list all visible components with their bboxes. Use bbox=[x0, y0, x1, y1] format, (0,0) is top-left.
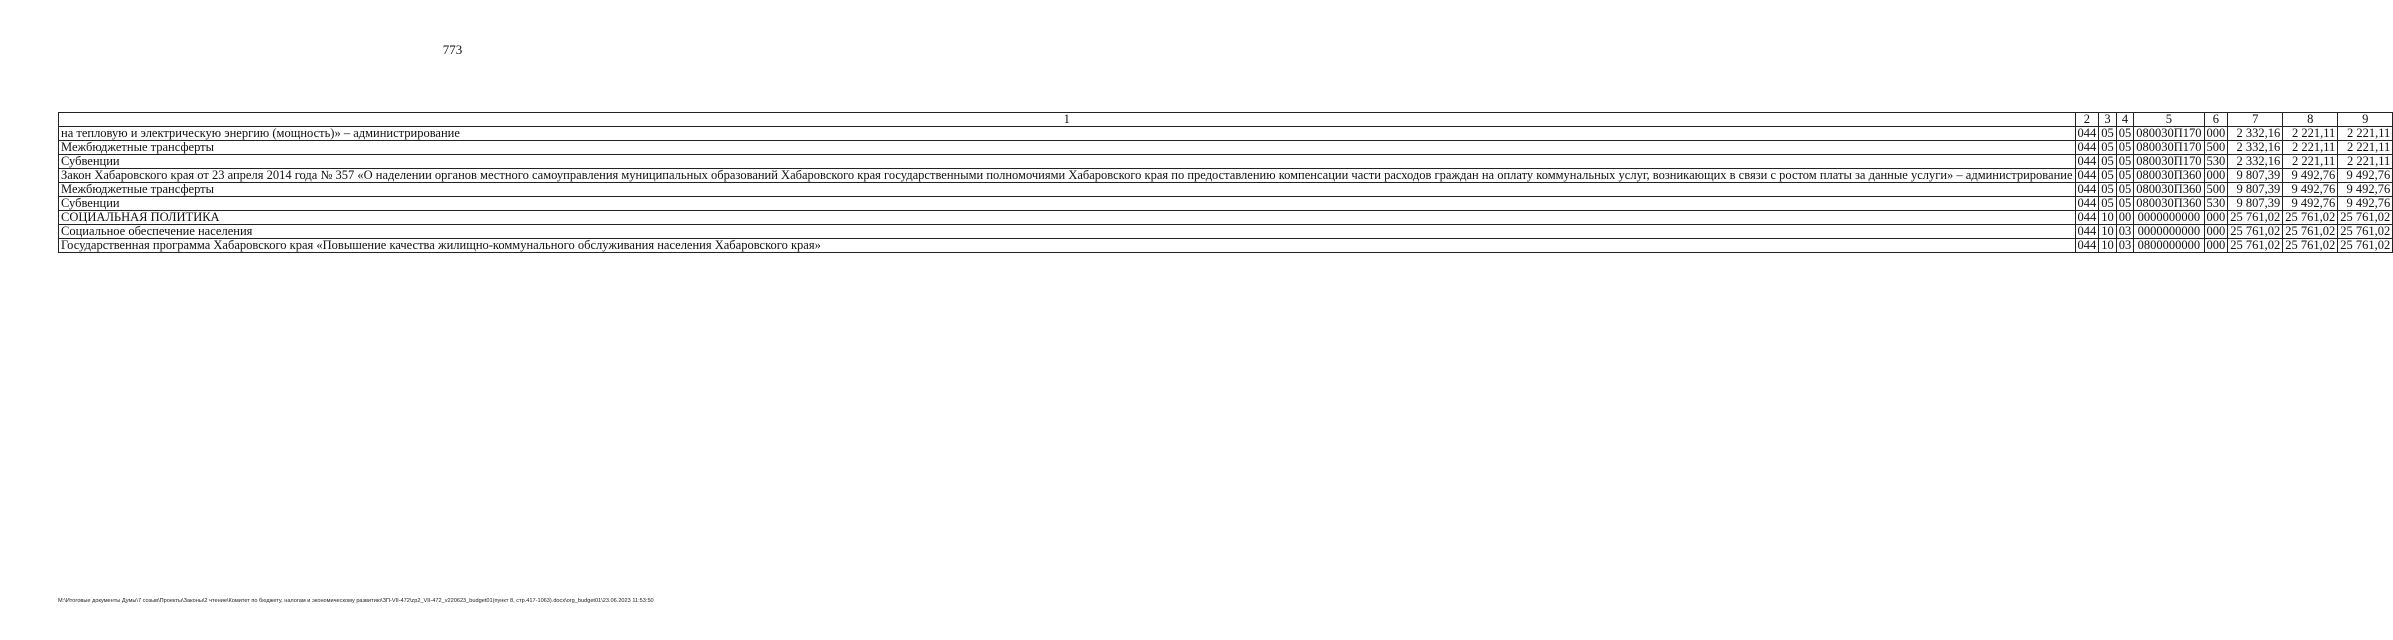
cell-target: 080030П170 bbox=[2134, 141, 2204, 155]
table-header bbox=[59, 113, 2393, 127]
cell-section: 10 bbox=[2099, 211, 2117, 225]
cell-amount-7: 2 332,16 bbox=[2228, 141, 2283, 155]
cell-amount-9: 25 761,02 bbox=[2338, 225, 2393, 239]
table-row bbox=[59, 183, 2393, 197]
cell-subsection: 05 bbox=[2116, 127, 2134, 141]
cell-expense-type: 530 bbox=[2204, 155, 2228, 169]
cell-ministry: 044 bbox=[2075, 183, 2099, 197]
row-name: Государственная программа Хабаровского края «Повышение качества жилищно-коммунального обслуживания населения Хабаровского края» bbox=[59, 239, 2076, 253]
cell-amount-7: 9 807,39 bbox=[2228, 197, 2283, 211]
cell-subsection: 03 bbox=[2116, 225, 2134, 239]
cell-section: 10 bbox=[2099, 225, 2117, 239]
cell-amount-8: 9 492,76 bbox=[2283, 197, 2338, 211]
cell-amount-7: 9 807,39 bbox=[2228, 183, 2283, 197]
cell-subsection: 05 bbox=[2116, 169, 2134, 183]
cell-target: 0000000000 bbox=[2134, 211, 2204, 225]
cell-section: 05 bbox=[2099, 169, 2117, 183]
row-name: Социальное обеспечение населения bbox=[59, 225, 2076, 239]
footer-file-path: M:\Итоговые документы Думы\7 созыв\Проекты\Законы\2 чтение\Комитет по бюджету, налогам и экономическому развитию\ЗП-VII-472\zp2_VII-472_v220623_budget01(пункт 8, стр.417-1063).docx\org_budget01\23.06.2023 11:53:50 bbox=[58, 598, 654, 604]
cell-amount-8: 2 221,11 bbox=[2283, 127, 2338, 141]
table-row bbox=[59, 211, 2393, 225]
cell-subsection: 00 bbox=[2116, 211, 2134, 225]
row-name: Субвенции bbox=[59, 155, 2076, 169]
table-body bbox=[59, 127, 2393, 253]
cell-section: 05 bbox=[2099, 197, 2117, 211]
cell-ministry: 044 bbox=[2075, 211, 2099, 225]
cell-subsection: 05 bbox=[2116, 155, 2134, 169]
header-cell-5: 5 bbox=[2134, 113, 2204, 127]
row-name: СОЦИАЛЬНАЯ ПОЛИТИКА bbox=[59, 211, 2076, 225]
table-row bbox=[59, 127, 2393, 141]
table-row bbox=[59, 225, 2393, 239]
header-row bbox=[59, 113, 2393, 127]
cell-ministry: 044 bbox=[2075, 169, 2099, 183]
cell-section: 05 bbox=[2099, 127, 2117, 141]
cell-amount-7: 9 807,39 bbox=[2228, 169, 2283, 183]
cell-expense-type: 500 bbox=[2204, 141, 2228, 155]
cell-expense-type: 000 bbox=[2204, 211, 2228, 225]
table-row bbox=[59, 141, 2393, 155]
cell-subsection: 03 bbox=[2116, 239, 2134, 253]
cell-amount-7: 25 761,02 bbox=[2228, 225, 2283, 239]
cell-target: 080030П170 bbox=[2134, 155, 2204, 169]
cell-subsection: 05 bbox=[2116, 183, 2134, 197]
cell-amount-9: 2 221,11 bbox=[2338, 155, 2393, 169]
cell-expense-type: 530 bbox=[2204, 197, 2228, 211]
header-cell-1: 1 bbox=[59, 113, 2076, 127]
cell-target: 080030П360 bbox=[2134, 183, 2204, 197]
cell-amount-9: 25 761,02 bbox=[2338, 211, 2393, 225]
row-name: Межбюджетные трансферты bbox=[59, 183, 2076, 197]
cell-amount-9: 9 492,76 bbox=[2338, 183, 2393, 197]
cell-ministry: 044 bbox=[2075, 197, 2099, 211]
cell-target: 080030П360 bbox=[2134, 197, 2204, 211]
cell-amount-7: 2 332,16 bbox=[2228, 155, 2283, 169]
cell-target: 0800000000 bbox=[2134, 239, 2204, 253]
cell-section: 10 bbox=[2099, 239, 2117, 253]
cell-amount-9: 9 492,76 bbox=[2338, 169, 2393, 183]
cell-amount-8: 9 492,76 bbox=[2283, 183, 2338, 197]
cell-amount-9: 2 221,11 bbox=[2338, 141, 2393, 155]
cell-amount-7: 25 761,02 bbox=[2228, 239, 2283, 253]
cell-amount-8: 25 761,02 bbox=[2283, 225, 2338, 239]
header-cell-8: 8 bbox=[2283, 113, 2338, 127]
cell-expense-type: 000 bbox=[2204, 239, 2228, 253]
cell-target: 0000000000 bbox=[2134, 225, 2204, 239]
row-name: Закон Хабаровского края от 23 апреля 2014 года № 357 «О наделении органов местного самоуправления муниципальных образований Хабаровского края государственными полномочиями Хабаровского края по предоставлению компенсации части расходов граждан на оплату коммунальных услуг, возникающих в связи с ростом платы за данные услуги» – администрирование bbox=[59, 169, 2076, 183]
cell-expense-type: 500 bbox=[2204, 183, 2228, 197]
cell-section: 05 bbox=[2099, 141, 2117, 155]
cell-ministry: 044 bbox=[2075, 141, 2099, 155]
cell-amount-7: 2 332,16 bbox=[2228, 127, 2283, 141]
cell-amount-9: 9 492,76 bbox=[2338, 197, 2393, 211]
cell-ministry: 044 bbox=[2075, 225, 2099, 239]
header-cell-3: 3 bbox=[2099, 113, 2117, 127]
cell-section: 05 bbox=[2099, 155, 2117, 169]
cell-ministry: 044 bbox=[2075, 127, 2099, 141]
budget-table bbox=[58, 112, 2393, 253]
cell-expense-type: 000 bbox=[2204, 225, 2228, 239]
row-name: Субвенции bbox=[59, 197, 2076, 211]
header-cell-2: 2 bbox=[2075, 113, 2099, 127]
cell-amount-9: 25 761,02 bbox=[2338, 239, 2393, 253]
cell-amount-8: 25 761,02 bbox=[2283, 239, 2338, 253]
header-cell-7: 7 bbox=[2228, 113, 2283, 127]
cell-subsection: 05 bbox=[2116, 141, 2134, 155]
cell-amount-8: 2 221,11 bbox=[2283, 155, 2338, 169]
cell-expense-type: 000 bbox=[2204, 169, 2228, 183]
cell-section: 05 bbox=[2099, 183, 2117, 197]
cell-expense-type: 000 bbox=[2204, 127, 2228, 141]
header-cell-9: 9 bbox=[2338, 113, 2393, 127]
table-row bbox=[59, 155, 2393, 169]
page-number: 773 bbox=[442, 42, 463, 57]
cell-amount-9: 2 221,11 bbox=[2338, 127, 2393, 141]
cell-target: 080030П360 bbox=[2134, 169, 2204, 183]
header-cell-4: 4 bbox=[2116, 113, 2134, 127]
table-row bbox=[59, 169, 2393, 183]
cell-amount-8: 25 761,02 bbox=[2283, 211, 2338, 225]
table-row bbox=[59, 239, 2393, 253]
cell-amount-8: 2 221,11 bbox=[2283, 141, 2338, 155]
cell-amount-7: 25 761,02 bbox=[2228, 211, 2283, 225]
table-row bbox=[59, 197, 2393, 211]
row-name: Межбюджетные трансферты bbox=[59, 141, 2076, 155]
cell-target: 080030П170 bbox=[2134, 127, 2204, 141]
cell-ministry: 044 bbox=[2075, 239, 2099, 253]
cell-amount-8: 9 492,76 bbox=[2283, 169, 2338, 183]
row-name: на тепловую и электрическую энергию (мощность)» – администрирование bbox=[59, 127, 2076, 141]
cell-ministry: 044 bbox=[2075, 155, 2099, 169]
cell-subsection: 05 bbox=[2116, 197, 2134, 211]
header-cell-6: 6 bbox=[2204, 113, 2228, 127]
